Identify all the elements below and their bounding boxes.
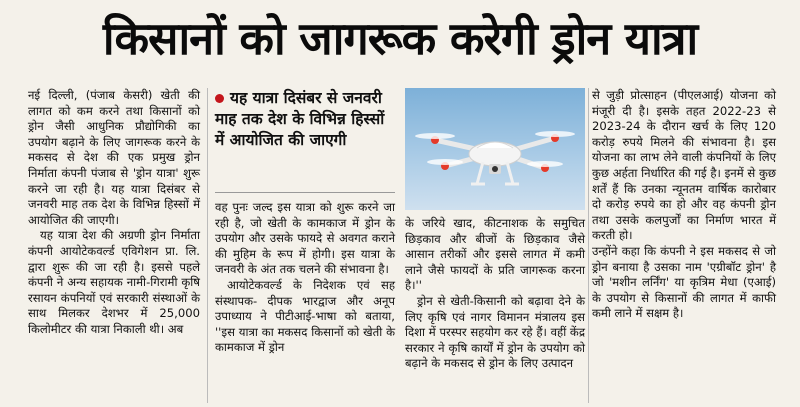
paragraph: ड्रोन से खेती-किसानी को बढ़ावा देने के लिए कृषि एवं नागर विमानन मंत्रालय इस दिशा में परस्पर सहयोग कर रहे हैं। वहीं केंद्र सरकार ने कृषि कार्यों में ड्रोन के उपयोग को बढ़ाने के मकसद से ड्रोन के लिए उत्पादन [405, 293, 585, 371]
pull-quote-rule [215, 192, 395, 193]
pull-quote [215, 88, 395, 151]
paragraph: नई दिल्ली, (पंजाब केसरी) खेती की लागत को कम करने तथा किसानों को ड्रोन जैसी आधुनिक प्रौद्योगिकी का उपयोग बढ़ाने के लिए जागरूक करने के मकसद से देश की एक प्रमुख ड्रोन निर्माता कंपनी पंजाब से 'ड्रोन यात्रा' शुरू करने जा रही है। यह यात्रा दिसंबर से जनवरी माह तक देश के विभिन्न हिस्सों में आयोजित की जाएगी। [28, 88, 200, 227]
drone-icon [415, 131, 575, 184]
article-column-2 [215, 200, 395, 356]
article-column-3 [405, 216, 585, 372]
paragraph: से जुड़ी प्रोत्साहन (पीएलआई) योजना को मंजूरी दी है। इसके तहत 2022-23 से 2023-24 के दौरान खर्च के लिए 120 करोड़ रुपये मिलने की संभावना है। इस योजना का लाभ लेने वाली कंपनियों के लिए कुछ अर्हता निर्धारित की गई है। इनमें से कुछ शर्तें हैं कि उनका न्यूनतम वार्षिक कारोबार दो करोड़ रुपये का हो और वह कंपनी ड्रोन तथा उसके कलपुर्जों का निर्माण भारत में करती हो। [592, 88, 776, 243]
bullet-icon [215, 94, 224, 103]
paragraph: आयोटेकवर्ल्ड के निदेशक एवं सह संस्थापक- दीपक भारद्वाज और अनूप उपाध्याय ने पीटीआई-भाषा को बताया, ''इस यात्रा का मकसद किसानों को खेती के कामकाज में ड्रोन [215, 277, 395, 355]
paragraph: वह पुनः जल्द इस यात्रा को शुरू करने जा रही है, जो खेती के कामकाज में ड्रोन के उपयोग और उसके फायदे से अवगत कराने की मुहिम के रूप में होगी। इस यात्रा के जनवरी के अंत तक चलने की संभावना है। [215, 200, 395, 277]
drone-photo [405, 88, 585, 210]
column-divider [588, 88, 589, 403]
headline: किसानों को जागरूक करेगी ड्रोन यात्रा [102, 12, 698, 65]
paragraph: यह यात्रा देश की अग्रणी ड्रोन निर्माता कंपनी आयोटेकवर्ल्ड एविगेशन प्रा. लि. द्वारा शुरू की जा रही है। इससे पहले कंपनी ने अन्य सहायक नामी-गिरामी कृषि रसायन कंपनियों एवं सरकारी संस्थाओं के साथ मिलकर देशभर में 25,000 किलोमीटर की यात्रा निकाली थी। अब [28, 228, 200, 336]
drone-illustration [405, 88, 585, 210]
article-column-4 [592, 88, 776, 322]
paragraph: उन्होंने कहा कि कंपनी ने इस मकसद से जो ड्रोन बनाया है उसका नाम 'एग्रीबॉट ड्रोन' है जो 'मशीन लर्निंग' या कृत्रिम मेधा (एआई) के उपयोग से किसानों की लागत में काफी कमी लाने में सक्षम है। [592, 243, 776, 321]
pull-quote-text: यह यात्रा दिसंबर से जनवरी माह तक देश के विभिन्न हिस्सों में आयोजित की जाएगी [215, 89, 385, 149]
article-column-1 [28, 88, 200, 338]
column-divider [207, 88, 208, 403]
paragraph: के जरिये खाद, कीटनाशक के समुचित छिड़काव और बीजों के छिड़काव जैसे आसान तरीकों और इससे लागत में कमी लाने जैसे फायदों के प्रति जागरूक करना है।'' [405, 216, 585, 293]
